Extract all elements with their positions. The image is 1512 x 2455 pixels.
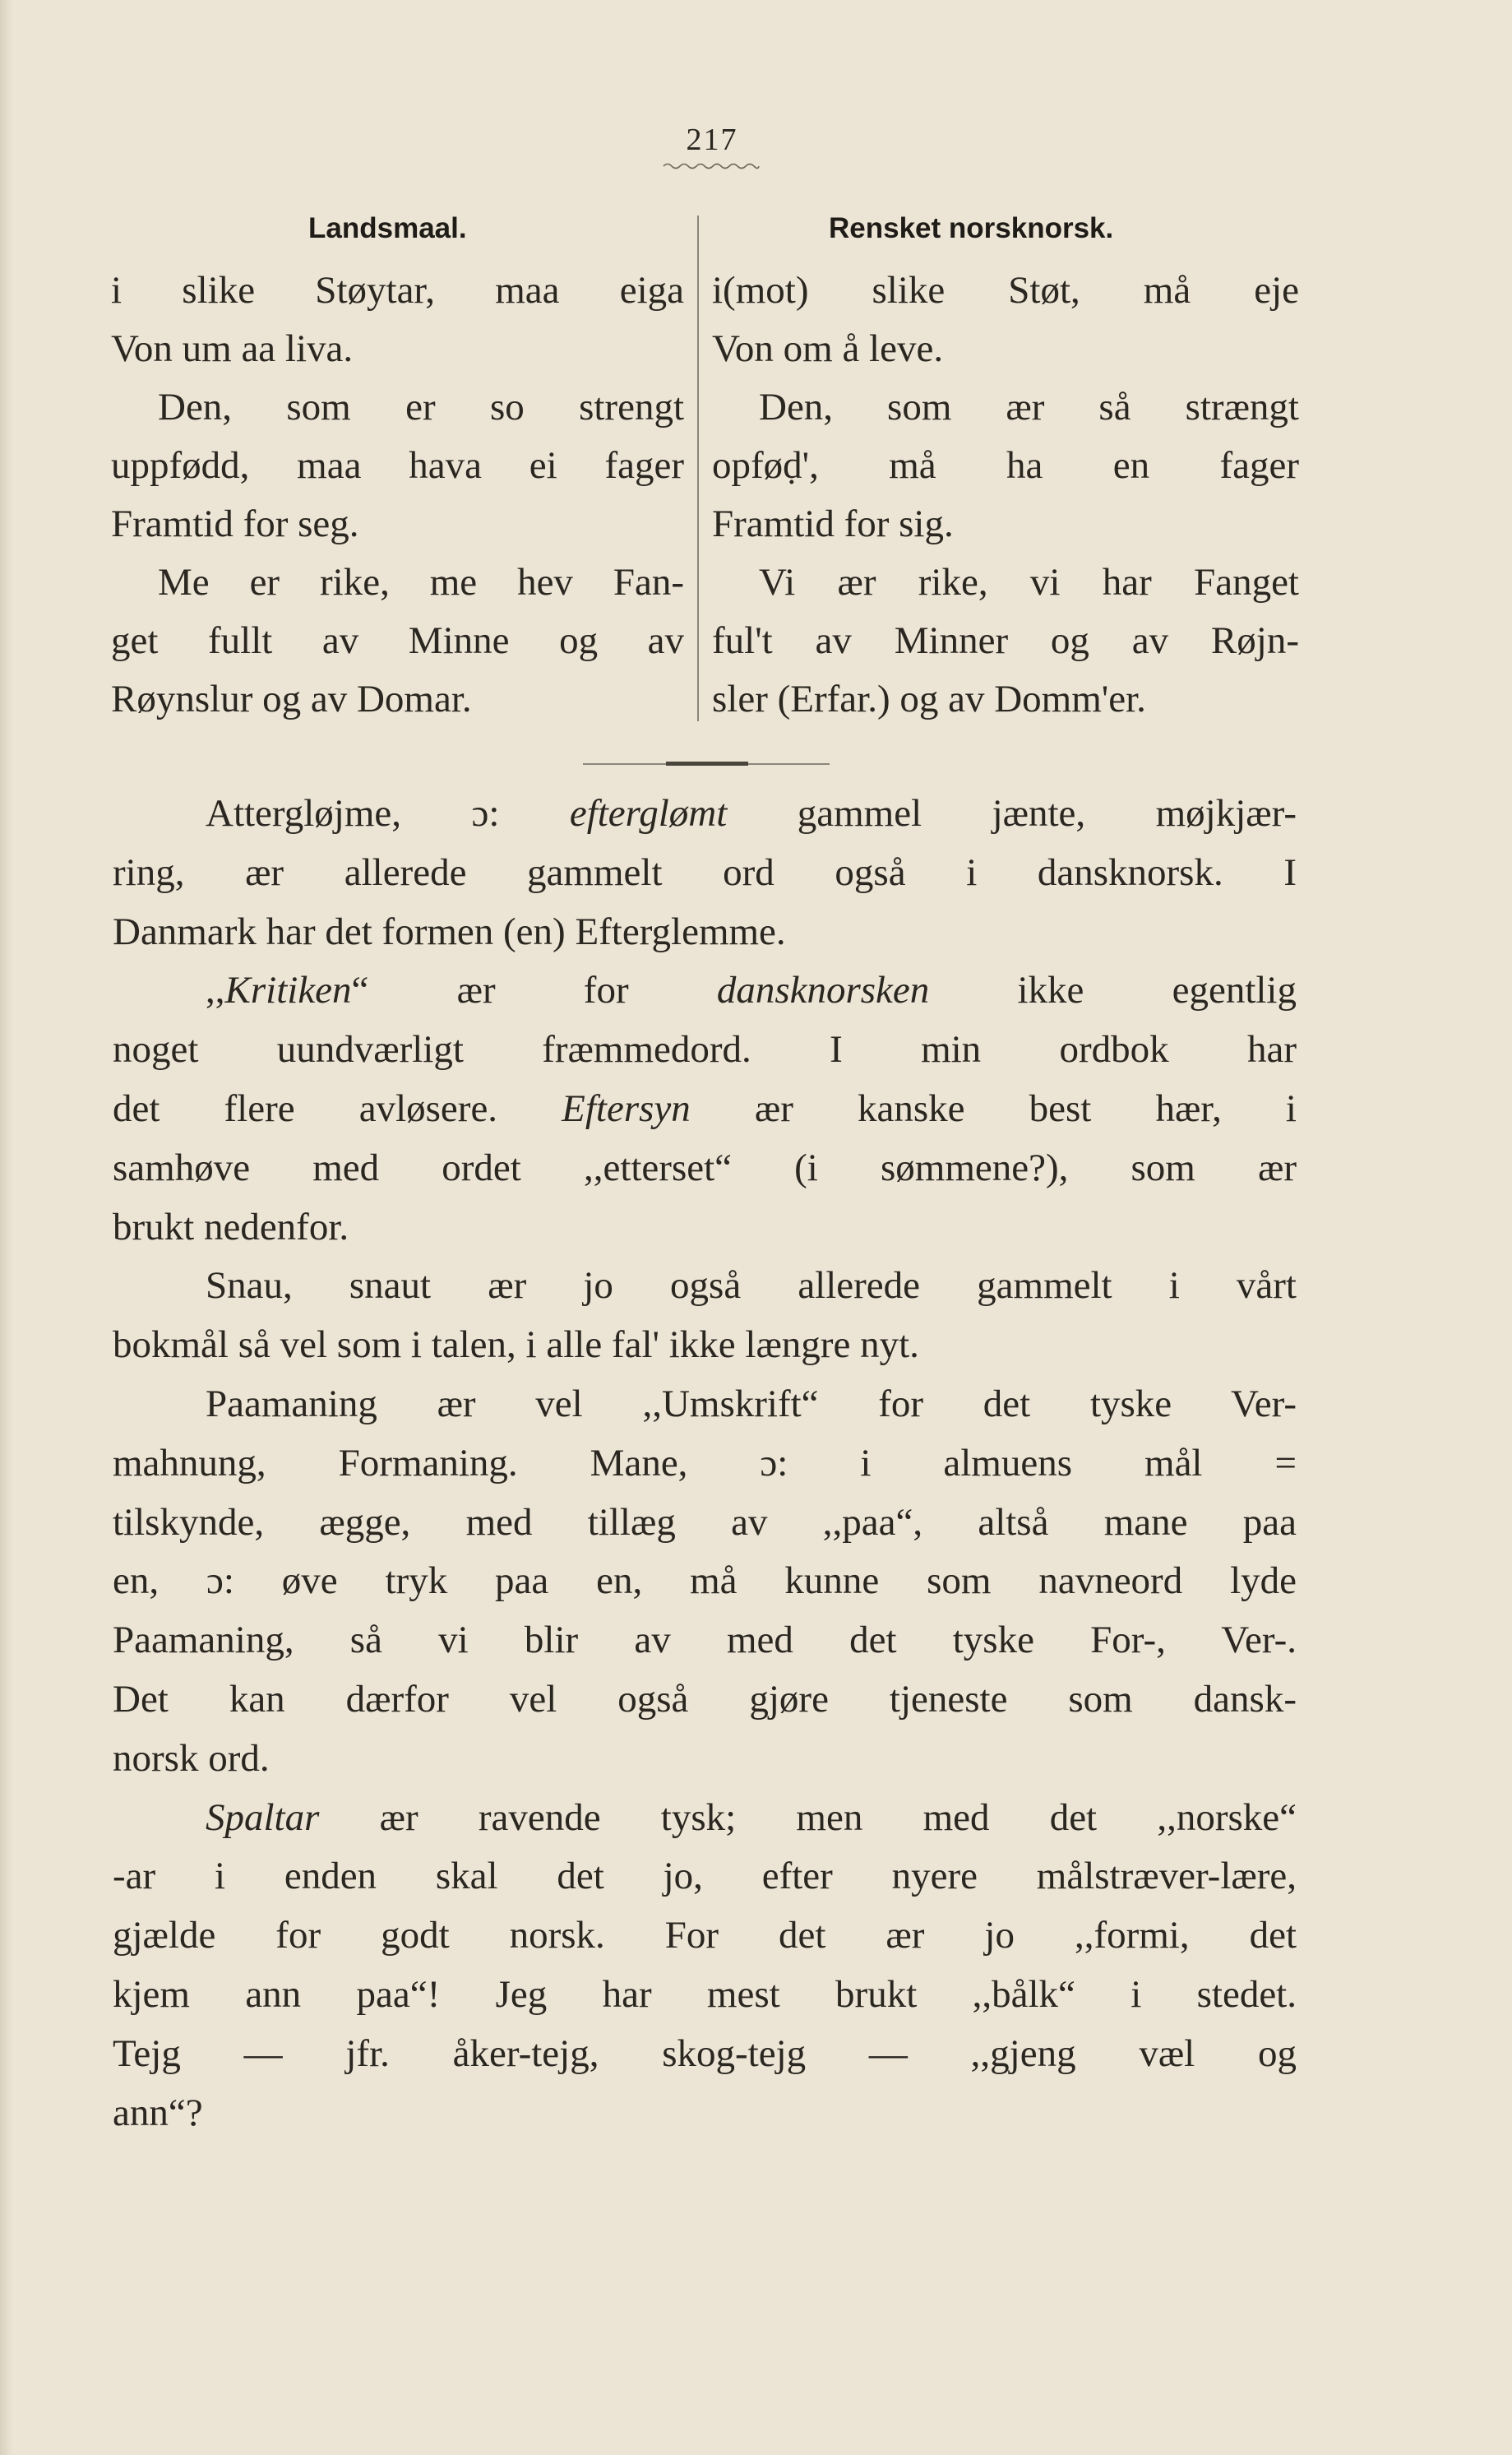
section-divider-accent (666, 762, 748, 766)
note-line: mahnung, Formaning. Mane, ɔ: i almuens mål = (113, 1441, 1297, 1485)
note-line: Snau, snaut ær jo også allerede gammelt i vårt (206, 1264, 1297, 1308)
note-line: noget uundværligt fræmmedord. I min ordbok har (113, 1028, 1297, 1072)
left-line: Framtid for seg. (111, 503, 359, 545)
note-line: ann“? (113, 2091, 203, 2134)
left-line: Von um aa liva. (111, 327, 354, 370)
right-line: opføḍ', må ha en fager (712, 444, 1299, 487)
column-divider (697, 215, 699, 721)
page-number: 217 (686, 123, 738, 157)
note-line: Spaltar ær ravende tysk; men med det ,,norske“ (206, 1795, 1297, 1839)
note-line: norsk ord. (113, 1736, 270, 1780)
left-line: uppfødd, maa hava ei fager (111, 444, 684, 487)
note-line: bokmål så vel som i talen, i alle fal' ikke længre nyt. (113, 1323, 919, 1367)
left-line: Me er rike, me hev Fan- (158, 561, 684, 604)
left-line: get fullt av Minne og av (111, 619, 684, 662)
note-line: en, ɔ: øve tryk paa en, må kunne som navneord lyde (113, 1559, 1297, 1603)
note-line: tilskynde, ægge, med tillæg av ,,paa“, altså mane paa (113, 1500, 1297, 1544)
note-line: brukt nedenfor. (113, 1205, 349, 1248)
left-column-header: Landsmaal. (308, 212, 467, 244)
note-line: samhøve med ordet ,,etterset“ (i sømmene?), som ær (113, 1146, 1297, 1189)
note-line: Paamaning ær vel ,,Umskrift“ for det tyske Ver- (206, 1382, 1297, 1425)
note-line: Det kan dærfor vel også gjøre tjeneste som dansk- (113, 1677, 1297, 1721)
right-line: i(mot) slike Støt, må eje (712, 269, 1299, 312)
note-line: -ar i enden skal det jo, efter nyere målstræver-lære, (113, 1855, 1297, 1898)
note-line: gjælde for godt norsk. For det ær jo ,,formi, det (113, 1914, 1297, 1957)
notes-body (113, 785, 1297, 2142)
note-line: kjem ann paa“! Jeg har mest brukt ,,bålk“ i stedet. (113, 1972, 1297, 2016)
left-column (111, 262, 684, 729)
right-line: Von om å leve. (712, 327, 944, 370)
right-line: ful't av Minner og av Røjn- (712, 619, 1299, 662)
right-line: Framtid for sig. (712, 503, 954, 545)
left-line: Røynslur og av Domar. (111, 678, 472, 720)
right-line: sler (Erfar.) og av Domm'er. (712, 678, 1146, 720)
note-line: ring, ær allerede gammelt ord også i dansknorsk. I (113, 850, 1297, 894)
right-column (712, 262, 1299, 729)
note-line: Attergløjme, ɔ: efterglømt gammel jænte, møjkjær- (206, 792, 1297, 835)
note-line: Danmark har det formen (en) Efterglemme. (113, 910, 786, 953)
left-line: i slike Støytar, maa eiga (111, 269, 684, 312)
right-column-header: Rensket norsknorsk. (829, 212, 1114, 244)
note-line: ,,Kritiken“ ær for dansknorsken ikke egentlig (206, 969, 1297, 1012)
right-line: Vi ær rike, vi har Fanget (759, 561, 1299, 604)
note-line: det flere avløsere. Eftersyn ær kanske best hær, i (113, 1086, 1297, 1130)
left-line: Den, som er so strengt (158, 386, 684, 428)
note-line: Paamaning, så vi blir av med det tyske For-, Ver-. (113, 1619, 1297, 1662)
ornament-icon (662, 161, 761, 171)
right-line: Den, som ær så strængt (759, 386, 1299, 428)
note-line: Tejg — jfr. åker-tejg, skog-tejg — ,,gjeng væl og (113, 2031, 1297, 2075)
page-edge (0, 0, 13, 2455)
